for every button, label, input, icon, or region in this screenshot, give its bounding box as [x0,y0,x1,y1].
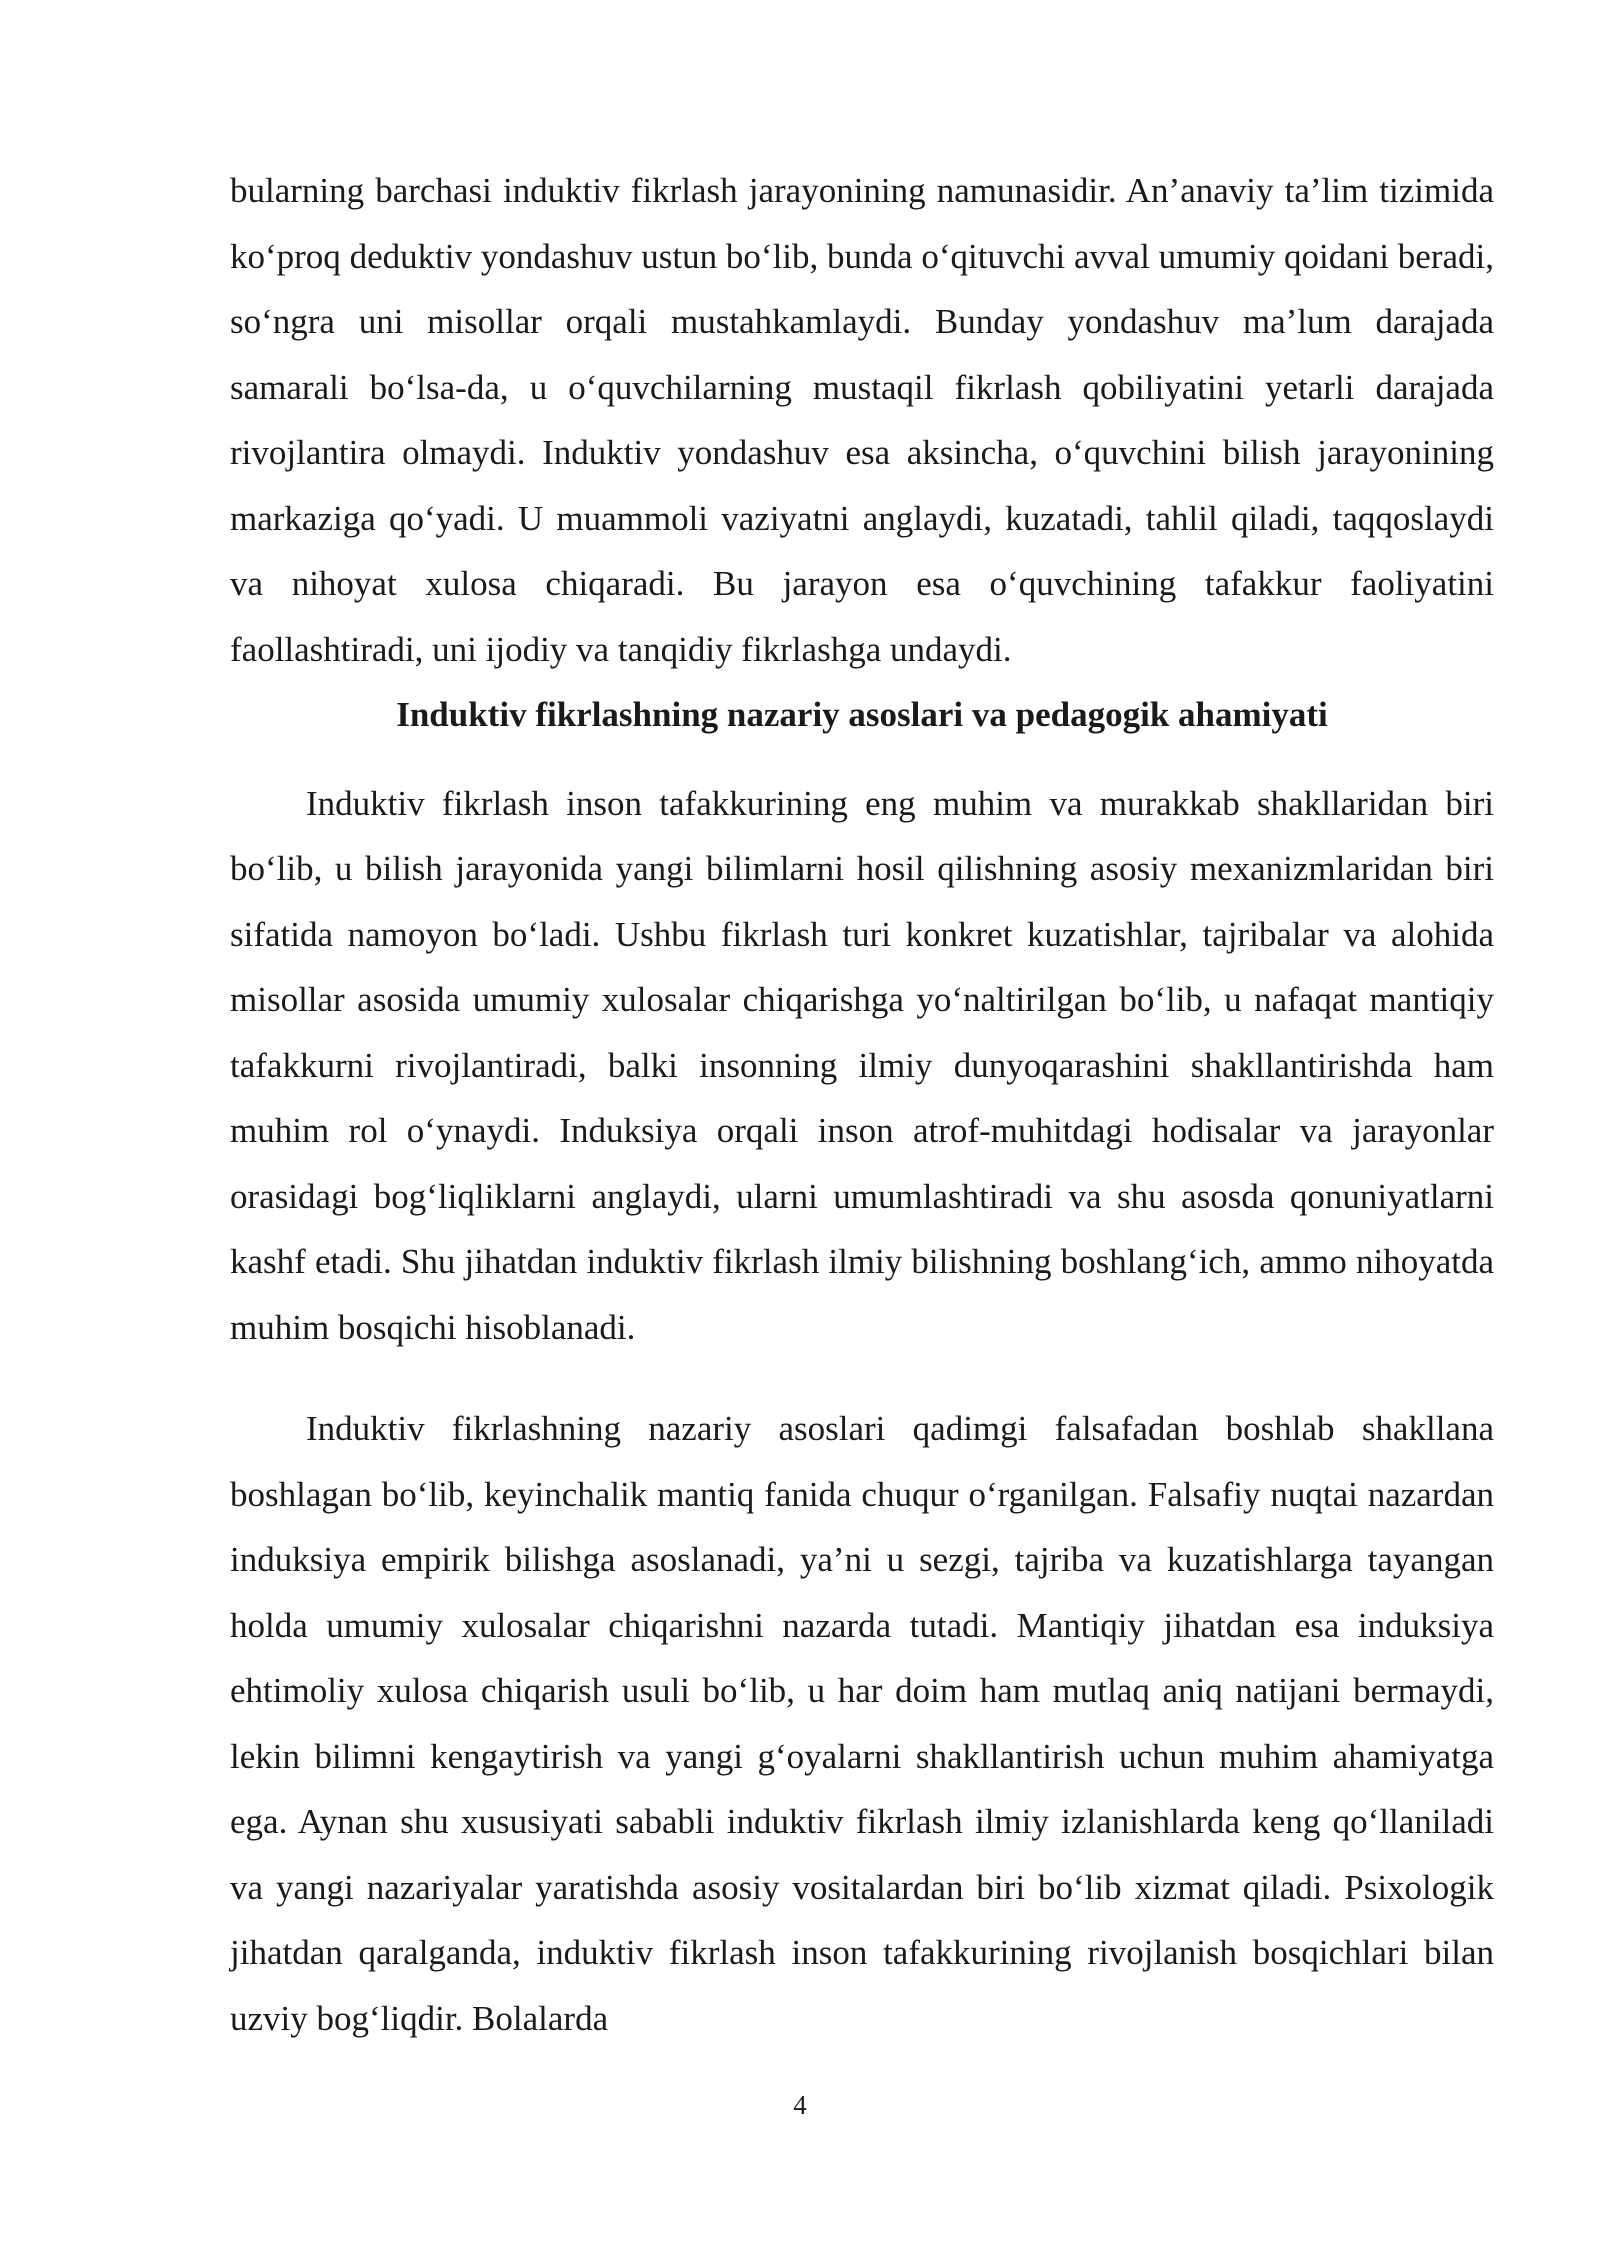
body-paragraph-1: Induktiv fikrlash inson tafakkurining eng muhim va murakkab shakllaridan biri bo‘lib, u bilish jarayonida yangi bilimlarni hosil qilishning asosiy mexanizmlaridan biri sifatida namoyon bo‘ladi. Ushbu fikrlash turi konkret kuzatishlar, tajribalar va alohida misollar asosida umumiy xulosalar chiqarishga yo‘naltirilgan bo‘lib, u nafaqat mantiqiy tafakkurni rivojlantiradi, balki insonning ilmiy dunyoqarashini shakllantirishda ham muhim rol o‘ynaydi. Induksiya orqali inson atrof-muhitdagi hodisalar va jarayonlar orasidagi bog‘liqliklarni anglaydi, ularni umumlashtiradi va shu asosda qonuniyatlarni kashf etadi. Shu jihatdan induktiv fikrlash ilmiy bilishning boshlang‘ich, ammo nihoyatda muhim bosqichi hisoblanadi. [230,783,1494,1347]
continued-paragraph: bularning barchasi induktiv fikrlash jarayonining namunasidir. An’anaviy ta’lim tizimida ko‘proq deduktiv yondashuv ustun bo‘lib, bunda o‘qituvchi avval umumiy qoidani beradi, so‘ngra uni misollar orqali mustahkamlaydi. Bunday yondashuv ma’lum darajada samarali bo‘lsa-da, u o‘quvchilarning mustaqil fikrlash qobiliyatini yetarli darajada rivojlantira olmaydi. Induktiv yondashuv esa aksincha, o‘quvchini bilish jarayonining markaziga qo‘yadi. U muammoli vaziyatni anglaydi, kuzatadi, tahlil qiladi, taqqoslaydi va nihoyat xulosa chiqaradi. Bu jarayon esa o‘quvchining tafakkur faoliyatini faollashtiradi, uni ijodiy va tanqidiy fikrlashga undaydi. [230,171,1494,669]
section-heading: Induktiv fikrlashning nazariy asoslari va pedagogik ahamiyati [396,695,1328,734]
body-paragraph-2: Induktiv fikrlashning nazariy asoslari qadimgi falsafadan boshlab shakllana boshlagan bo‘lib, keyinchalik mantiq fanida chuqur o‘rganilgan. Falsafiy nuqtai nazardan induksiya empirik bilishga asoslanadi, ya’ni u sezgi, tajriba va kuzatishlarga tayangan holda umumiy xulosalar chiqarishni nazarda tutadi. Mantiqiy jihatdan esa induksiya ehtimoliy xulosa chiqarish usuli bo‘lib, u har doim ham mutlaq aniq natijani bermaydi, lekin bilimni kengaytirish va yangi g‘oyalarni shakllantirish uchun muhim ahamiyatga ega. Aynan shu xususiyati sababli induktiv fikrlash ilmiy izlanishlarda keng qo‘llaniladi va yangi nazariyalar yaratishda asosiy vositalardan biri bo‘lib xizmat qiladi. Psixologik jihatdan qaralganda, induktiv fikrlash inson tafakkurining rivojlanish bosqichlari bilan uzviy bog‘liqdir. Bolalarda [230,1409,1494,2038]
page-number: 4 [793,2090,807,2120]
page-body [230,158,1494,2051]
